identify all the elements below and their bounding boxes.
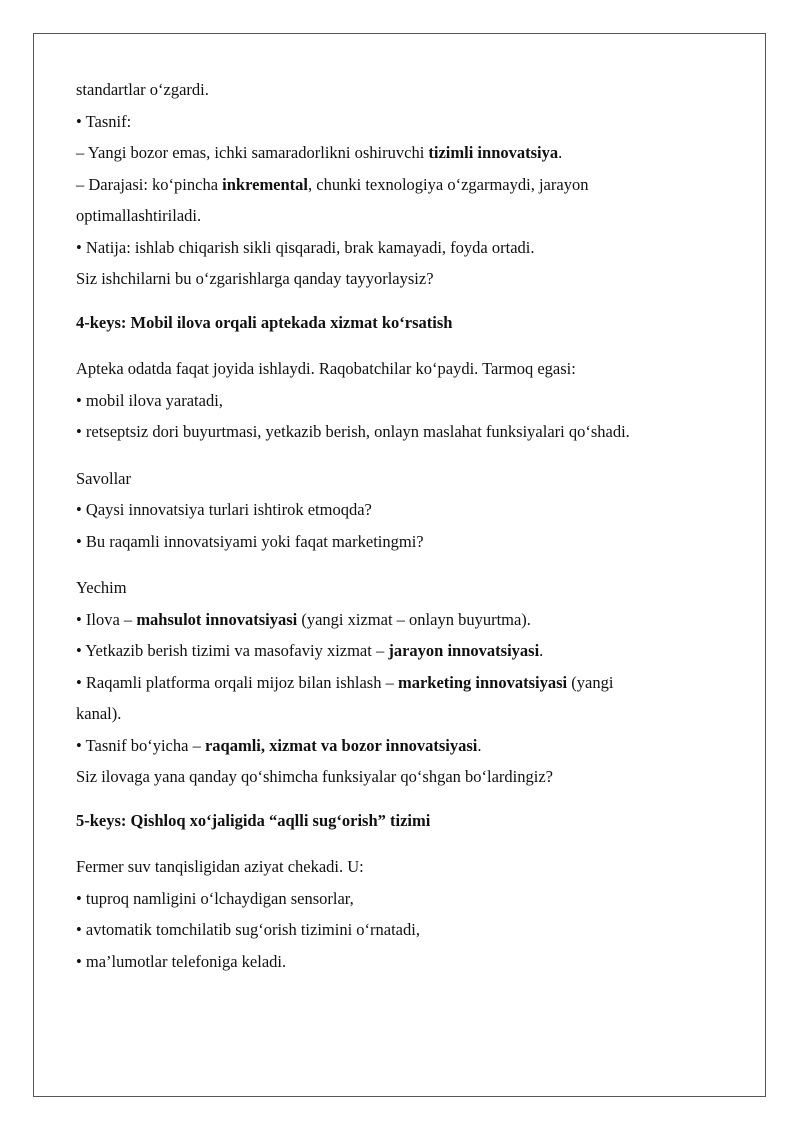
solution-title: Yechim [76, 578, 127, 597]
bullet-item: • Tasnif bo‘yicha – raqamli, xizmat va bozor innovatsiyasi. [76, 735, 482, 755]
bold-term: marketing innovatsiyasi [397, 672, 568, 692]
bullet-item: • avtomatik tomchilatib sug‘orish tizimini o‘rnatadi, [76, 920, 420, 939]
bold-term: raqamli, xizmat va bozor innovatsiyasi [204, 735, 478, 755]
bullet-natija: • Natija: ishlab chiqarish sikli qisqaradi, brak kamayadi, foyda ortadi. [76, 237, 535, 257]
bullet-item: • tuproq namligini o‘lchaydigan sensorlar, [76, 888, 354, 908]
bullet-item: • Ilova – mahsulot innovatsiyasi (yangi xizmat – onlayn buyurtma). [76, 609, 531, 629]
bullet-tasnif: • Tasnif: [76, 111, 132, 131]
text-line: kanal). [76, 704, 122, 723]
bold-term: mahsulot innovatsiyasi [136, 609, 298, 629]
paragraph: Fermer suv tanqisligidan aziyat chekadi. U: [76, 857, 364, 876]
dash-item: – Darajasi: ko‘pincha inkremental, chunki texnologiya o‘zgarmaydi, jarayon [76, 174, 589, 194]
bullet-item: • Qaysi innovatsiya turlari ishtirok etmoqda? [76, 500, 372, 519]
bold-term: tizimli innovatsiya [428, 143, 559, 162]
text-line: optimallashtiriladi. [76, 206, 202, 225]
paragraph: Apteka odatda faqat joyida ishlaydi. Raqobatchilar ko‘paydi. Tarmoq egasi: [76, 359, 576, 378]
bullet-item: • mobil ilova yaratadi, [76, 390, 223, 410]
bullet-item: • Yetkazib berish tizimi va masofaviy xizmat – jarayon innovatsiyasi. [76, 641, 544, 660]
text-line: standartlar o‘zgardi. [76, 80, 209, 99]
case-4-heading: 4-keys: Mobil ilova orqali aptekada xizmat ko‘rsatish [76, 312, 453, 332]
bullet-item: • Bu raqamli innovatsiyami yoki faqat marketingmi? [76, 531, 424, 551]
case-5-heading: 5-keys: Qishloq xo‘jaligida “aqlli sug‘orish” tizimi [76, 810, 431, 830]
bold-term: inkremental [222, 174, 309, 194]
question-line: Siz ilovaga yana qanday qo‘shimcha funksiyalar qo‘shgan bo‘lardingiz? [76, 767, 553, 786]
bullet-item: • retseptsiz dori buyurtmasi, yetkazib berish, onlayn maslahat funksiyalari qo‘shadi. [76, 422, 630, 441]
bullet-item: • Raqamli platforma orqali mijoz bilan ishlash – marketing innovatsiyasi (yangi [76, 672, 614, 692]
question-line: Siz ishchilarni bu o‘zgarishlarga qanday tayyorlaysiz? [76, 269, 434, 288]
bold-term: jarayon innovatsiyasi [388, 641, 540, 660]
questions-title: Savollar [76, 468, 131, 488]
dash-item: – Yangi bozor emas, ichki samaradorlikni oshiruvchi tizimli innovatsiya. [76, 143, 563, 162]
bullet-item: • ma’lumotlar telefoniga keladi. [76, 951, 287, 971]
document-body [76, 74, 736, 977]
